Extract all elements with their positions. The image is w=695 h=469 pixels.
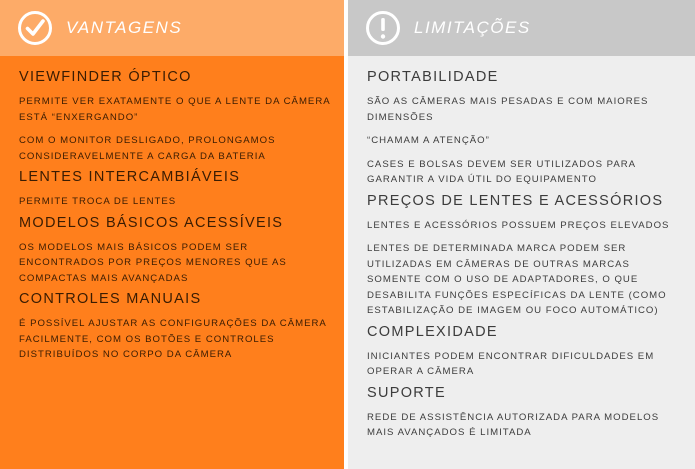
checkmark-circle-icon	[17, 10, 53, 46]
exclamation-circle-icon	[365, 10, 401, 46]
section-title: PREÇOS DE LENTES E ACESSÓRIOS	[367, 192, 664, 209]
list-item: PERMITE VER EXATAMENTE O QUE A LENTE DA CÂMERA ESTÁ “ENXERGANDO”	[19, 96, 331, 123]
section-title: SUPORTE	[367, 384, 446, 401]
advantages-header	[0, 0, 344, 56]
list-item: CASES E BOLSAS DEVEM SER UTILIZADOS PARA GARANTIR A VIDA ÚTIL DO EQUIPAMENTO	[367, 158, 636, 185]
section-title: VIEWFINDER ÓPTICO	[19, 69, 192, 85]
list-item: É POSSÍVEL AJUSTAR AS CONFIGURAÇÕES DA CÂMERA FACILMENTE, COM OS BOTÕES E CONTROLES DISTRIBUÍDOS NO CORPO DA CÂMERA	[19, 318, 327, 360]
section-title: CONTROLES MANUAIS	[19, 291, 202, 307]
section-viewfinder	[19, 68, 334, 164]
limitations-header	[348, 0, 695, 56]
limitations-body	[348, 56, 695, 441]
list-item: OS MODELOS MAIS BÁSICOS PODEM SER ENCONTRADOS POR PREÇOS MENORES QUE AS COMPACTAS MAIS AVANÇADAS	[19, 241, 287, 284]
list-item: PERMITE TROCA DE LENTES	[19, 196, 177, 207]
list-item: COM O MONITOR DESLIGADO, PROLONGAMOS CONSIDERAVELMENTE A CARGA DA BATERIA	[19, 135, 276, 162]
section-title: MODELOS BÁSICOS ACESSÍVEIS	[19, 214, 284, 231]
limitations-column	[348, 0, 695, 469]
section-basic-models	[19, 214, 334, 287]
section-lens-prices	[367, 192, 685, 319]
list-item: REDE DE ASSISTÊNCIA AUTORIZADA PARA MODELOS MAIS AVANÇADOS É LIMITADA	[367, 411, 660, 438]
list-item: INICIANTES PODEM ENCONTRAR DIFICULDADES EM OPERAR A CÂMERA	[367, 350, 655, 377]
list-item: “CHAMAM A ATENÇÃO”	[367, 135, 490, 146]
advantages-column	[0, 0, 344, 469]
section-title: PORTABILIDADE	[367, 69, 499, 85]
section-support	[367, 384, 685, 441]
advantages-body	[0, 56, 344, 363]
section-interchangeable-lenses	[19, 168, 334, 210]
section-complexity	[367, 323, 685, 380]
section-portability	[367, 68, 685, 188]
limitations-title: LIMITAÇÕES	[414, 18, 531, 37]
section-manual-controls	[19, 290, 334, 363]
advantages-title: VANTAGENS	[66, 18, 183, 37]
list-item: SÃO AS CÂMERAS MAIS PESADAS E COM MAIORES DIMENSÕES	[367, 96, 649, 123]
section-title: COMPLEXIDADE	[367, 323, 498, 340]
list-item: LENTES DE DETERMINADA MARCA PODEM SER UTILIZADAS EM CÂMERAS DE OUTRAS MARCAS SOMENTE COM O USO DE ADAPTADORES, O QUE DESABILITA FUNÇÕES ESPECÍFICAS DA LENTE (COMO ESTABILIZAÇÃO DE IMAGEM OU FOCO AUTOMÁTICO)	[367, 243, 667, 316]
section-title: LENTES INTERCAMBIÁVEIS	[19, 169, 241, 185]
list-item: LENTES E ACESSÓRIOS POSSUEM PREÇOS ELEVADOS	[367, 219, 670, 231]
